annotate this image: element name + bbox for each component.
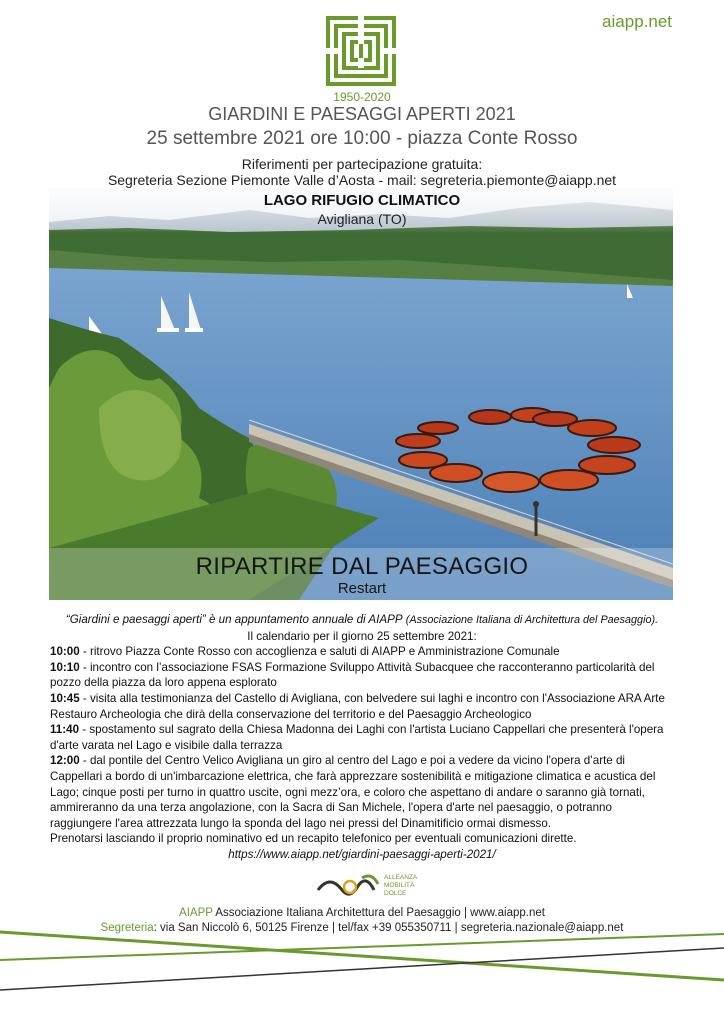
photo-location: Avigliana (TO) [317,211,407,227]
schedule-desc: - incontro con l’associazione FSAS Formazione Sviluppo Attività Subacquee che racconteranno particolarità del pozzo della piazza da loro appena esplorato [50,660,655,690]
participation-label: Riferimenti per partecipazione gratuita: [241,156,483,172]
schedule-desc: - dal pontile del Centro Velico Avigliana un giro al centro del Lago e poi a vedere da vicino l'opera d’arte di Cappellari a bordo di un'imbarcazione elettrica, che farà apprezzare sostenibilità e mitigazione climatica e acustica del Lago; cinque posti per turno in quattro uscite, ogni mezz’ora, e coloro che aspettano di andare o saranno già tornati, ammireranno da una terza angolazione, con la Sacra di San Michele, l'opera d'arte nel paesaggio, o potranno raggiungere l'area attrezzata lungo la sponda del lago nei pressi del Dinamitificio ormai dismesso. [50,754,656,830]
intro-quote: “Giardini e paesaggi aperti” è un appuntamento annuale di AIAPP [65,613,403,626]
program-text [50,612,674,863]
event-link[interactable]: https://www.aiapp.net/giardini-paesaggi-aperti-2021/ [228,847,496,861]
footer-org-text: Associazione Italiana Architettura del Paesaggio | www.aiapp.net [212,907,545,919]
schedule-item [50,722,674,753]
site-url[interactable]: aiapp.net [602,12,672,31]
schedule-item [50,660,674,691]
schedule-time: 12:00 [50,754,80,768]
photo-title: LAGO RIFUGIO CLIMATICO [263,192,461,209]
alleanza-mobilita-dolce-logo [316,870,446,900]
decorative-lines [0,920,724,1000]
event-title: GIARDINI E PAESAGGI APERTI 2021 [208,104,516,124]
footer-org-line [0,907,724,919]
photo-subheadline: Restart [337,580,387,597]
intro-line [50,612,674,629]
schedule-desc: - spostamento sul sagrato della Chiesa Madonna dei Laghi con l'artista Luciano Cappellari che presenterà l'opera d'arte varata nel Lago e visibile dalla terrazza [50,723,664,752]
booking-note: Prenotarsi lasciando il proprio nominativo ed un recapito telefonico per eventuali comunicazioni dirette. [50,832,577,846]
schedule-item [50,644,674,660]
aiapp-labyrinth-logo [326,16,396,86]
calendar-line: Il calendario per il giorno 25 settembre 2021: [247,629,477,643]
schedule-time: 11:40 [50,723,80,737]
footer-seg-label: Segreteria [100,922,154,934]
event-date-line: 25 settembre 2021 ore 10:00 - piazza Conte Rosso [146,128,578,149]
logo-line3: DOLCE [384,890,407,897]
schedule-desc: - ritrovo Piazza Conte Rosso con accoglienza e saluti di AIAPP e Amministrazione Comunale [79,645,560,659]
logo-line2: MOBILITÀ [384,882,415,889]
photo-headline: RIPARTIRE DAL PAESAGGIO [195,553,529,580]
intro-association: (Associazione Italiana di Architettura del Paesaggio). [405,614,659,626]
anniversary-years: 1950-2020 [333,90,391,104]
participation-contact: Segreteria Sezione Piemonte Valle d’Aosta - mail: segreteria.piemonte@aiapp.net [107,172,617,188]
logo-line1: ALLEANZA [384,874,418,881]
footer-seg-text: : via San Niccolò 6, 50125 Firenze | tel/fax +39 055350711 | segreteria.nazionale@aiapp.net [153,922,624,934]
schedule-time: 10:45 [50,691,80,705]
schedule-time: 10:00 [50,645,80,659]
schedule-time: 10:10 [50,660,80,674]
footer-org: AIAPP [179,907,213,919]
schedule-item [50,691,674,722]
lake-photo [49,188,673,600]
schedule-desc: - visita alla testimonianza del Castello di Avigliana, con belvedere sui laghi e incontro con l'Associazione ARA Arte Restauro Archeologia che dirà della conservazione del territorio e del Paesaggio Archeologico [50,691,665,721]
schedule-item [50,753,674,831]
